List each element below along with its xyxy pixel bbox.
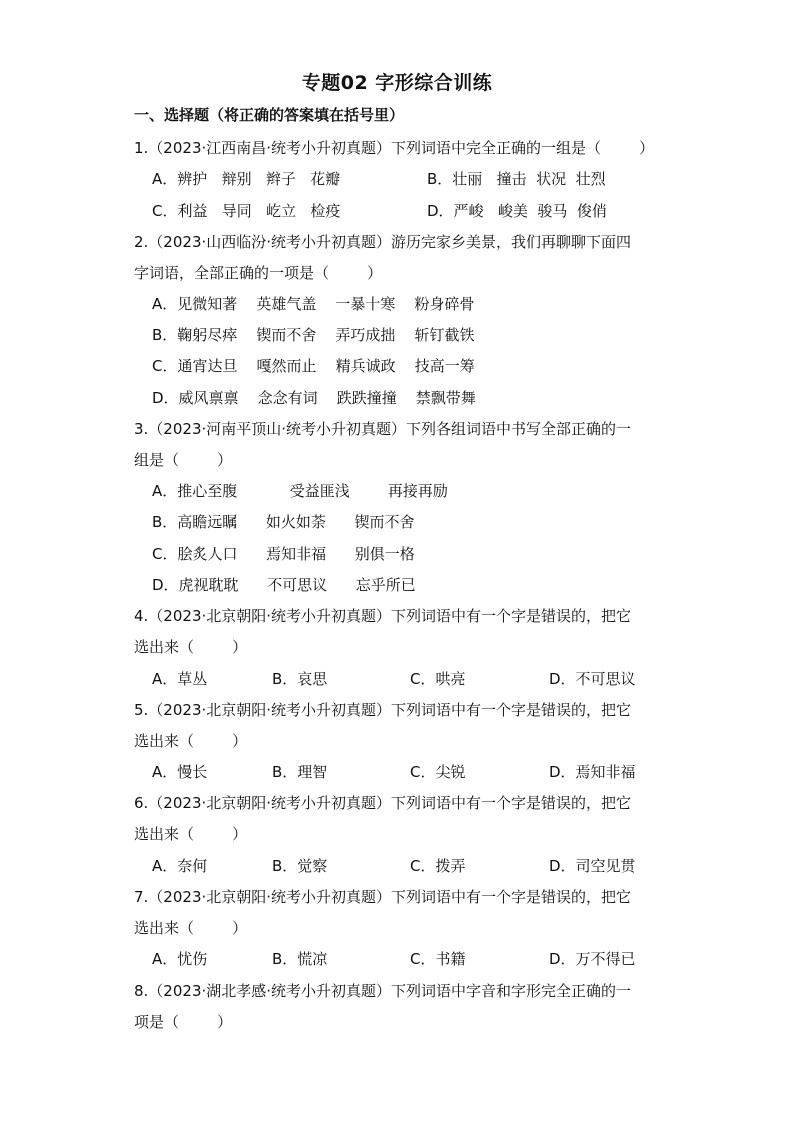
question-6-option-c: C．拨弄 xyxy=(410,857,466,875)
question-4-stem-line1: 4.（2023·北京朝阳·统考小升初真题）下列词语中有一个字是错误的，把它 xyxy=(134,607,632,625)
question-3-stem-line1: 3.（2023·河南平顶山·统考小升初真题）下列各组词语中书写全部正确的一 xyxy=(134,420,632,438)
question-7-stem-line1: 7.（2023·北京朝阳·统考小升初真题）下列词语中有一个字是错误的，把它 xyxy=(134,888,632,906)
question-2-stem-line1: 2.（2023·山西临汾·统考小升初真题）游历完家乡美景，我们再聊聊下面四 xyxy=(134,233,632,251)
question-7-option-a: A．忧伤 xyxy=(152,950,208,968)
question-4-option-b: B．哀思 xyxy=(272,670,328,688)
question-7-option-d: D．万不得已 xyxy=(549,950,636,968)
question-5-option-c: C．尖锐 xyxy=(410,763,466,781)
question-2-option-d: D．威风禀禀 念念有词 跌跌撞撞 禁飘带舞 xyxy=(152,389,476,407)
question-8-stem-line1: 8.（2023·湖北孝感·统考小升初真题）下列词语中字音和字形完全正确的一 xyxy=(134,982,632,1000)
question-3-stem-line2: 组是（ ） xyxy=(134,451,233,469)
question-4-option-d: D．不可思议 xyxy=(549,670,636,688)
question-4-option-c: C．哄亮 xyxy=(410,670,466,688)
question-5-option-b: B．理智 xyxy=(272,763,328,781)
question-7-option-c: C．书籍 xyxy=(410,950,466,968)
question-2-option-c: C．通宵达旦 嘎然而止 精兵诚政 技高一筹 xyxy=(152,357,475,375)
question-7-stem-line2: 选出来（ ） xyxy=(134,919,248,937)
question-2-stem-line2: 字词语，全部正确的一项是（ ） xyxy=(134,264,383,282)
question-6-option-b: B．觉察 xyxy=(272,857,328,875)
question-3-option-b: B．高瞻远瞩 如火如荼 锲而不舍 xyxy=(152,513,415,531)
question-6-option-a: A．奈何 xyxy=(152,857,208,875)
question-7-option-b: B．慌凉 xyxy=(272,950,328,968)
question-6-stem-line2: 选出来（ ） xyxy=(134,825,248,843)
question-5-stem-line1: 5.（2023·北京朝阳·统考小升初真题）下列词语中有一个字是错误的，把它 xyxy=(134,701,632,719)
question-1-stem: 1.（2023·江西南昌·统考小升初真题）下列词语中完全正确的一组是（ ） xyxy=(134,139,655,157)
question-3-option-a: A．推心至腹 受益匪浅 再接再励 xyxy=(152,482,448,500)
question-6-stem-line1: 6.（2023·北京朝阳·统考小升初真题）下列词语中有一个字是错误的，把它 xyxy=(134,794,632,812)
section-heading: 一、选择题（将正确的答案填在括号里） xyxy=(134,106,405,124)
question-3-option-d: D．虎视耽耽 不可思议 忘乎所已 xyxy=(152,576,416,594)
question-8-stem-line2: 项是（ ） xyxy=(134,1013,233,1031)
question-2-option-a: A．见微知著 英雄气盖 一暴十寒 粉身碎骨 xyxy=(152,295,475,313)
question-1-option-c: C．利益 导同 屹立 检疫 xyxy=(152,202,341,220)
question-6-option-d: D．司空见贯 xyxy=(549,857,636,875)
question-2-option-b: B．鞠躬尽瘁 锲而不舍 弄巧成拙 斩钉截铁 xyxy=(152,326,475,344)
question-4-option-a: A．草丛 xyxy=(152,670,208,688)
question-5-stem-line2: 选出来（ ） xyxy=(134,732,248,750)
question-5-option-d: D．焉知非福 xyxy=(549,763,636,781)
question-1-option-d: D．严峻 峻美 骏马 俊俏 xyxy=(427,202,607,220)
page-title: 专题02 字形综合训练 xyxy=(301,72,493,94)
question-3-option-c: C．脍炙人口 焉知非福 别俱一格 xyxy=(152,545,415,563)
question-5-option-a: A．慢长 xyxy=(152,763,208,781)
question-1-option-a: A．辨护 辩别 辫子 花瓣 xyxy=(152,170,341,188)
question-1-option-b: B．壮丽 撞击 状况 壮烈 xyxy=(427,170,606,188)
question-4-stem-line2: 选出来（ ） xyxy=(134,638,248,656)
